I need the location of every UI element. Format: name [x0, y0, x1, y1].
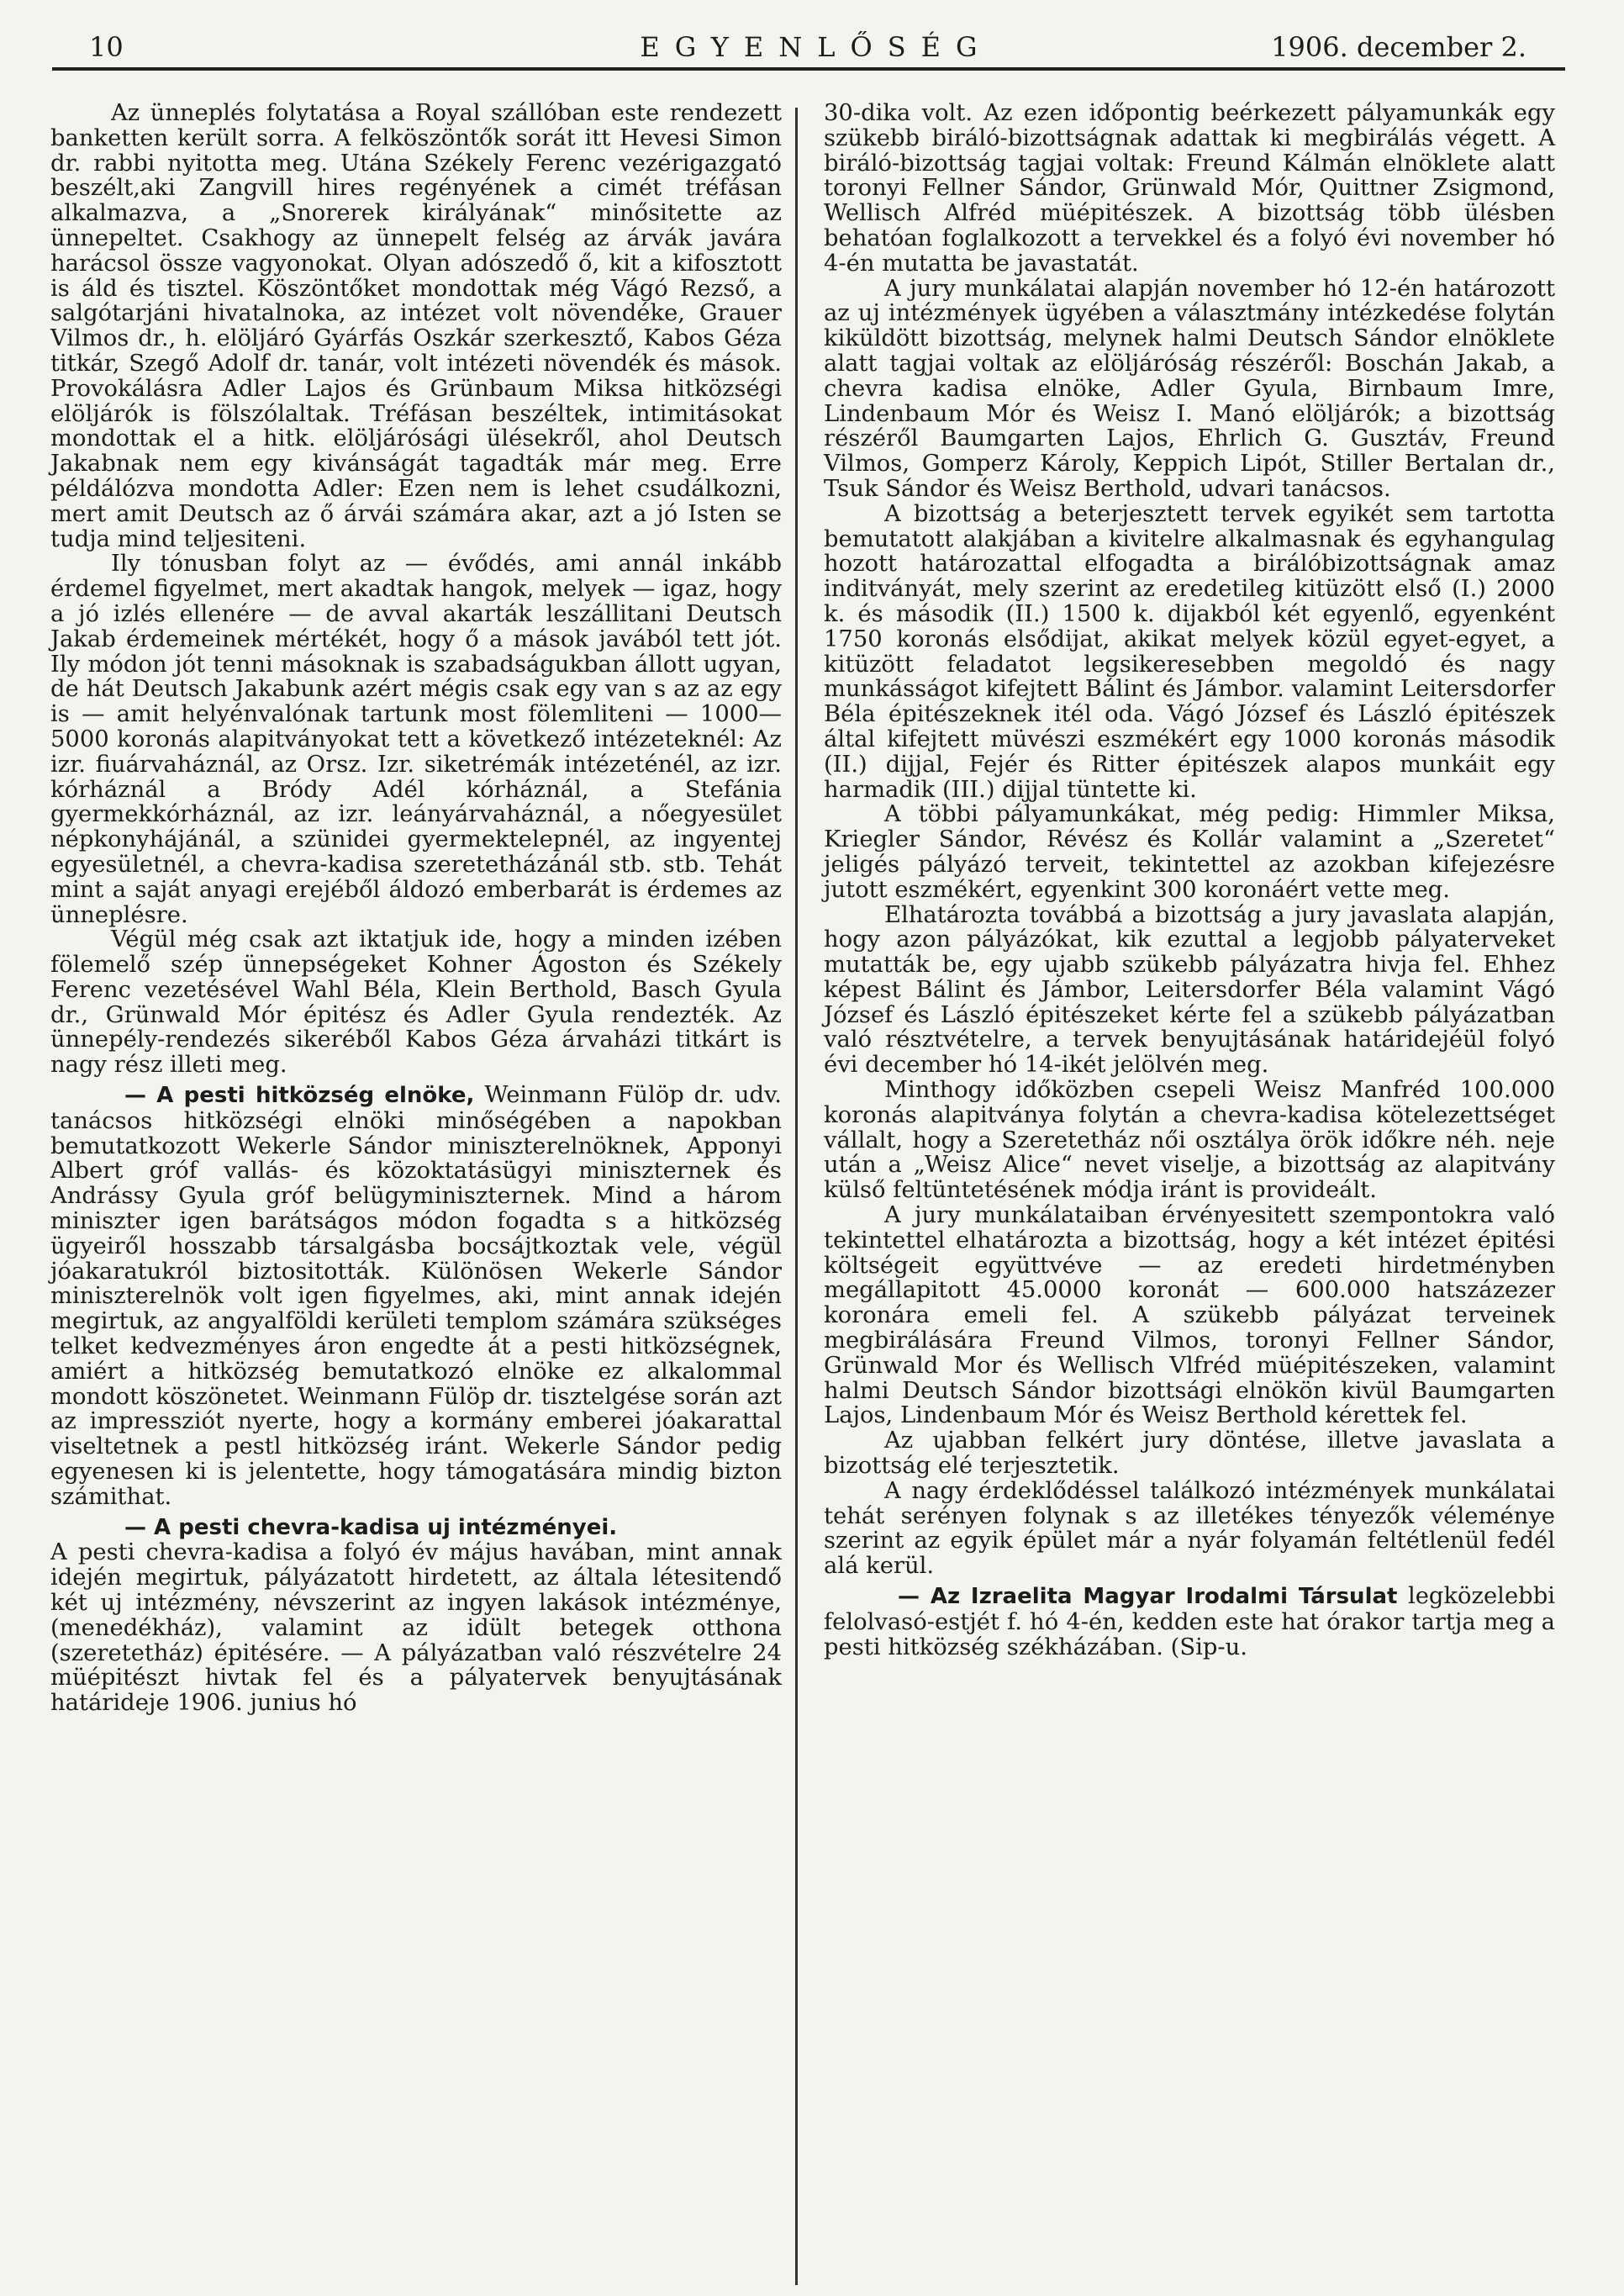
article-hitkozseg-elnoke [50, 1083, 782, 1510]
article-irodalmi-tarsulat [824, 1584, 1555, 1660]
paragraph: Ily tónusban folyt az — évődés, ami annál inkább érdemel figyelmet, mert akadtak hangok, melyek — igaz, hogy a jó izlés ellenére — de avval akarták leszállitani Deutsch Jakab érdemeinek mértékét, hogy ő a mások javából tett jót. Ily módon jót tenni másoknak is szabadságukban állott ugyan, de hát Deutsch Jakabunk azért mégis csak egy van s az az egy is — amit helyénvalónak tartunk most fölemliteni — 1000—5000 koronás alapitványokat tett a következő intézeteknél: Az izr. fiuárvaháznál, az Orsz. Izr. siketrémák intézeténél, az izr. kórháznál a Bródy Adél kórháznál, a Stefánia gyermekkórháznál, az izr. leányárvaháznál, a nőegyesület népkonyhájánál, a szünidei gyermektelepnél, az ingyentej egyesületnél, a chevra-kadisa szeretetházánál stb. stb. Tehát mint a saját anyagi erejéből áldozó emberbarát is érdemes az ünneplésre. [50, 551, 782, 928]
paragraph: A nagy érdeklődéssel találkozó intézmények munkálatai tehát serényen folynak s az illetékes tényezők véleménye szerint az egyik épület már a nyár folyamán feltétlenül fedél alá kerül. [824, 1477, 1555, 1580]
masthead: EGYENLŐSÉG [640, 31, 993, 63]
paragraph: 30-dika volt. Az ezen időpontig beérkezett pályamunkák egy szükebb biráló-bizottságnak adattak ki megbirálás végett. A biráló-bizottság tagjai voltak: Freund Kálmán elnöklete alatt toronyi Fellner Sándor, Grünwald Mór, Quittner Zsigmond, Wellisch Alfréd müépitészek. A bizottság több ülésben behatóan foglalkozott a tervekkel és a folyó évi november hó 4-én mutatta be javastatát. [824, 100, 1555, 277]
paragraph: Elhatározta továbbá a bizottság a jury javaslata alapján, hogy azon pályázókat, kik ezuttal a legjobb pályaterveket mutatták be, egy ujabb szükebb pályázatra hivja fel. Ehhez képest Bálint és Jámbor, Leitersdorfer Béla valamint Vágó József és László épitészeket kérte fel a szükebb pályázatban való résztvételre, a tervek benyujtásának határidejéül folyó évi december hó 14-ikét jelölvén meg. [824, 901, 1555, 1079]
section-body: Weinmann Fülöp dr. udv. tanácsos hitközségi elnöki minőségében a napokban bemutatkozott Wekerle Sándor miniszterelnöknek, Apponyi Albert gróf vallás- és közoktatásügyi miniszternek és Andrássy Gyula gróf belügyminiszternek. Mind a három miniszter igen barátságos módon fogadta s a hitközség ügyeiről hosszabb társalgásba bocsájtkoztak vele, végül jóakaratukról biztositották. Különösen Wekerle Sándor miniszterelnök volt igen figyelmes, aki, mint annak idején megirtuk, az angyalföldi kerületi templom számára szükséges telket kedvezményes áron engedte át a pesti hitközségnek, amiért a hitközség bemutatkozó elnöke ez alkalommal mondott köszönetet. Weinmann Fülöp dr. tisztelgése során azt az impressziót nyerte, hogy a kormány emberei jóakarattal viseltetnek a pestl hitközség iránt. Wekerle Sándor pedig egyenesen ki is jelentette, hogy támogatására mindig bizton számithat. [50, 1082, 783, 1510]
page-header [52, 30, 1565, 64]
page-number: 10 [89, 31, 124, 63]
paragraph: A jury munkálataiban érvényesitett szempontokra való tekintettel elhatározta a bizottság, hogy a két intézet épitési költségeit együttvéve — az eredeti hirdetményben megállapitott 45.0000 koronát — 600.000 hatszázezer koronára emeli fel. A szükebb pályázat terveinek megbirálására Freund Vilmos, toronyi Fellner Sándor, Grünwald Mor és Wellisch Vlfréd müépitészeken, valamint halmi Deutsch Sándor bizottsági elnökön kivül Baumgarten Lajos, Lindenbaum Mór és Weisz Berthold kérettek fel. [824, 1202, 1555, 1429]
section-heading: — A pesti chevra-kadisa uj intézményei. [124, 1514, 618, 1540]
paragraph: A többi pályamunkákat, még pedig: Himmler Miksa, Kriegler Sándor, Révész és Kollár valamint a „Szeretet“ jeligés pályázó terveit, tekintettel az azokban kifejezésre jutott eszmékért, egyenkint 300 koronáért vette meg. [824, 801, 1555, 903]
section-body: legközelebbi felolvasó-estjét f. hó 4-én, kedden este hat órakor tartja meg a pesti hitközség székházában. (Sip-u. [824, 1583, 1555, 1660]
paragraph: A jury munkálatai alapján november hó 12-én határozott az uj intézmények ügyében a választmány intézkedése folytán kiküldött bizottság, melynek halmi Deutsch Sándor elnöklete alatt tagjai voltak az elöljáróság részéről: Boschán Jakab, a chevra kadisa elnöke, Adler Gyula, Birnbaum Imre, Lindenbaum Mór és Weisz I. Manó elöljárók; a bizottság részéről Baumgarten Lajos, Ehrlich G. Gusztáv, Freund Vilmos, Gomperz Károly, Keppich Lipót, Stiller Bertalan dr., Tsuk Sándor és Weisz Berthold, udvari tanácsos. [824, 275, 1555, 502]
section-heading: — Az Izraelita Magyar Irodalmi Társulat [898, 1584, 1398, 1610]
column-divider [795, 108, 798, 2285]
paragraph: Végül még csak azt iktatjuk ide, hogy a minden izében fölemelő szép ünnepségeket Kohner Ágoston és Székely Ferenc vezetésével Wahl Béla, Klein Berthold, Basch Gyula dr., Grünwald Mór épitész és Adler Gyula rendezték. Az ünnepély-rendezés sikeréből Kabos Géza árvaházi titkárt is nagy rész illeti meg. [50, 926, 782, 1079]
paragraph: Minthogy időközben csepeli Weisz Manfréd 100.000 koronás alapitványa folytán a chevra-kadisa kötelezettséget vállalt, hogy a Szeretetház női osztálya örök időkre néh. neje után a „Weisz Alice“ nevet viselje, a bizottság az alapitvány külső feltüntetésének módja iránt is provideált. [824, 1077, 1555, 1204]
article-chevra-kadisa [50, 1515, 782, 1541]
paragraph: Az ünneplés folytatása a Royal szállóban este rendezett banketten került sorra. A felköszöntők sorát itt Hevesi Simon dr. rabbi nyitotta meg. Utána Székely Ferenc vezérigazgató beszélt,aki Zangvill hires regényének a cimét tréfásan alkalmazva, a „Snorerek királyának“ minősitette az ünnepeltet. Csakhogy az ünnepelt felség az árvák javára harácsol össze vagyonokat. Olyan adószedő ő, kit a kifosztott is áld és tisztel. Köszöntőket mondottak még Vágó Rezső, a salgótarjáni hivatalnoka, az intézet volt növendéke, Grauer Vilmos dr., h. elöljáró Gyárfás Oszkár szerkesztő, Kabos Géza titkár, Szegő Adolf dr. tanár, volt intézeti növendék és mások. Provokálásra Adler Lajos és Grünbaum Miksa hitközségi elöljárók is fölszólaltak. Tréfásan beszéltek, intimitásokat mondottak el a hitk. elöljárósági ülésekről, ahol Deutsch Jakabnak nem egy kivánságát tagadták már meg. Erre példálózva mondotta Adler: Ezen nem is lehet csudálkozni, mert amit Deutsch az ő árvái számára akar, azt a jó Isten se tudja mind teljesiteni. [50, 100, 782, 552]
paragraph: Az ujabban felkért jury döntése, illetve javaslata a bizottság elé terjesztetik. [824, 1428, 1555, 1480]
section-heading: — A pesti hitközség elnöke, [124, 1083, 475, 1109]
paragraph: A bizottság a beterjesztett tervek egyikét sem tartotta bemutatott alakjában a kivitelre alkalmasnak és egyhangulag hozott határozattal elfogadta a birálóbizottságnak amaz inditványát, mely szerint az eredetileg kitüzött első (I.) 2000 k. és második (II.) 1500 k. dijakból két egyenlő, egyenként 1750 koronás elsődijat, akikat melyek közül egyet-egyet, a kitüzött feladatot legsikeresebben megoldó és nagy munkásságot kifejtett Bálint és Jámbor. valamint Leitersdorfer Béla épitészeknek itél oda. Vágó József és László épitészek által kifejtett müvészi eszmékért egy 1000 koronás második (II.) dijjal, Fejér és Ritter épitészek alapos munkáit egy harmadik (III.) dijjal tüntette ki. [824, 500, 1555, 803]
left-column [50, 101, 782, 1716]
issue-date: 1906. december 2. [1271, 31, 1526, 63]
header-rule [52, 67, 1565, 71]
section-body: A pesti chevra-kadisa a folyó év május havában, mint annak idején megirtuk, pályázatott hirdetett, az általa létesitendő két uj intézmény, névszerint az ingyen lakások intézménye, (menedékház), valamint az idült betegek otthona (szeretetház) épitésére. — A pályázatban való részvételre 24 müépitészt hivtak fel és a pályatervek benyujtásának határideje 1906. junius hó [50, 1539, 782, 1717]
right-column [824, 101, 1555, 1660]
